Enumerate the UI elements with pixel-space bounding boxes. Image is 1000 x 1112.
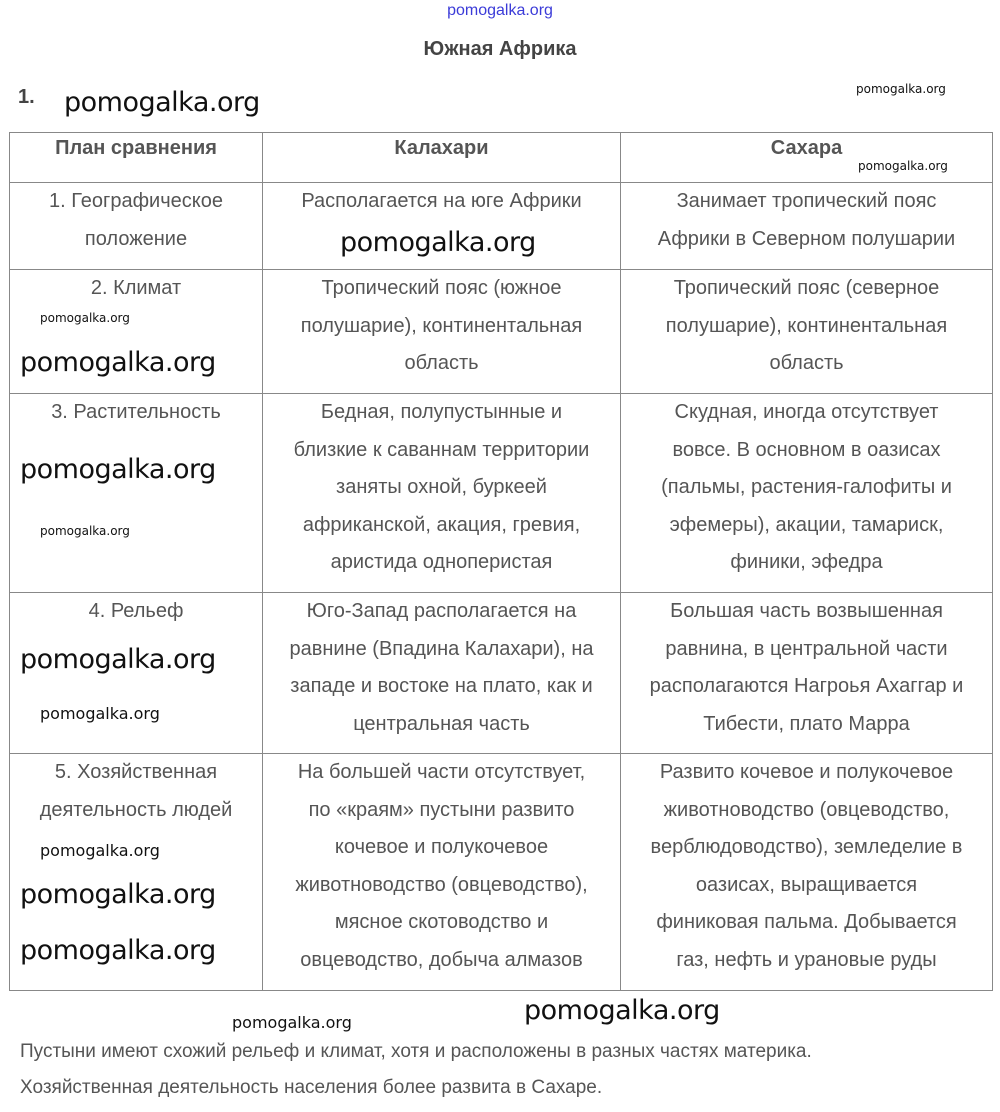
- watermark: pomogalka.org: [20, 879, 216, 910]
- watermark: pomogalka.org: [524, 995, 720, 1026]
- cell: Располагается на юге Африки: [263, 183, 621, 270]
- watermark: pomogalka.org: [340, 227, 536, 258]
- cell: Тропический пояс (южное полушарие), континентальная область: [263, 270, 621, 394]
- watermark: pomogalka.org: [40, 704, 160, 723]
- conclusion-line: Пустыни имеют схожий рельеф и климат, хотя и расположены в разных частях материка.: [20, 1041, 812, 1062]
- cell: 5. Хозяйственная деятельность людей: [10, 754, 263, 991]
- watermark: pomogalka.org: [40, 524, 130, 538]
- cell: Скудная, иногда отсутствует вовсе. В основном в оазисах (пальмы, растения-галофиты и эфемеры), акации, тамариск, финики, эфедра: [621, 394, 993, 593]
- task-number: 1.: [18, 86, 35, 108]
- conclusion-line: Хозяйственная деятельность населения более развита в Сахаре.: [20, 1077, 603, 1098]
- watermark: pomogalka.org: [20, 935, 216, 966]
- watermark: pomogalka.org: [20, 454, 216, 485]
- cell: 1. Географическое положение: [10, 183, 263, 270]
- watermark: pomogalka.org: [20, 347, 216, 378]
- header-kalahari: Калахари: [263, 133, 621, 183]
- cell: Тропический пояс (северное полушарие), континентальная область: [621, 270, 993, 394]
- page-title: Южная Африка: [423, 38, 577, 60]
- watermark: pomogalka.org: [858, 159, 948, 173]
- table-row: [10, 394, 993, 593]
- watermark: pomogalka.org: [40, 841, 160, 860]
- watermark: pomogalka.org: [856, 82, 946, 96]
- watermark: pomogalka.org: [232, 1013, 352, 1032]
- cell: 3. Растительность: [10, 394, 263, 593]
- header-plan: План сравнения: [10, 133, 263, 183]
- watermark: pomogalka.org: [20, 644, 216, 675]
- cell: Занимает тропический пояс Африки в Северном полушарии: [621, 183, 993, 270]
- cell: На большей части отсутствует, по «краям» пустыни развито кочевое и полукочевое животноводство (овцеводство), мясное скотоводство и овцеводство, добыча алмазов: [263, 754, 621, 991]
- cell: 2. Климат: [10, 270, 263, 394]
- cell: Бедная, полупустынные и близкие к саваннам территории заняты охной, буркеей африканской, акация, гревия, аристида одноперистая: [263, 394, 621, 593]
- watermark: pomogalka.org: [40, 311, 130, 325]
- cell: Развито кочевое и полукочевое животноводство (овцеводство, верблюдоводство), земледелие в оазисах, выращивается финиковая пальма. Добывается газ, нефть и урановые руды: [621, 754, 993, 991]
- cell: Большая часть возвышенная равнина, в центральной части располагаются Нагроья Ахаггар и Тибести, плато Марра: [621, 593, 993, 754]
- header-watermark: pomogalka.org: [447, 2, 553, 19]
- table-header-row: [10, 133, 993, 183]
- cell: Юго-Запад располагается на равнине (Впадина Калахари), на западе и востоке на плато, как и центральная часть: [263, 593, 621, 754]
- header-sahara: Сахара: [621, 133, 993, 183]
- comparison-table: [9, 132, 993, 991]
- cell: 4. Рельеф: [10, 593, 263, 754]
- watermark: pomogalka.org: [64, 87, 260, 118]
